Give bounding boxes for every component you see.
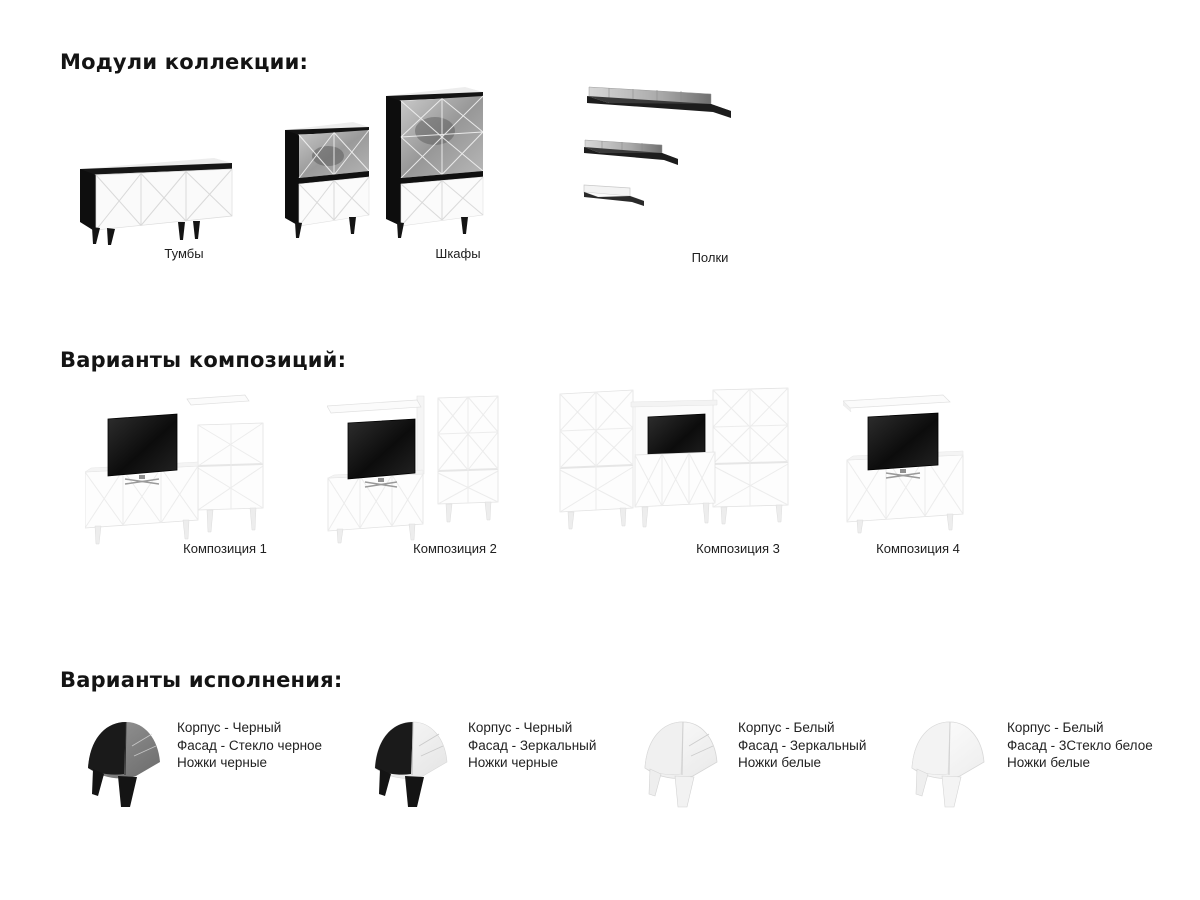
finish-swatch-black-glass	[84, 716, 164, 808]
finishes-heading: Варианты исполнения:	[60, 668, 343, 692]
finish-4-line2: Фасад - 3Стекло белое	[1007, 737, 1153, 753]
finish-1-line3: Ножки черные	[177, 755, 268, 770]
finish-2-line3: Ножки черные	[468, 755, 559, 770]
finish-2-text	[468, 719, 596, 772]
finish-2-line1: Корпус - Черный	[468, 720, 573, 735]
module-label-shkafy: Шкафы	[435, 246, 481, 261]
finish-3-line3: Ножки белые	[738, 755, 822, 770]
shelf-medium-image	[582, 138, 680, 172]
composition-4-label: Композиция 4	[876, 541, 960, 556]
finish-1-line1: Корпус - Черный	[177, 720, 282, 735]
composition-2-image	[327, 394, 523, 544]
finish-4-line1: Корпус - Белый	[1007, 720, 1104, 735]
composition-1-label: Композиция 1	[183, 541, 267, 556]
composition-4-image	[843, 392, 969, 534]
module-label-polki: Полки	[691, 250, 729, 265]
finish-3-line1: Корпус - Белый	[738, 720, 835, 735]
finish-4-text	[1007, 719, 1153, 772]
finish-4-line3: Ножки белые	[1007, 755, 1091, 770]
compositions-heading: Варианты композиций:	[60, 348, 347, 372]
modules-heading: Модули коллекции:	[60, 50, 309, 74]
composition-3-label: Композиция 3	[696, 541, 780, 556]
finish-swatch-black-mirror	[371, 716, 451, 808]
finish-3-text	[738, 719, 866, 772]
finish-swatch-white-glass	[908, 716, 988, 808]
shelf-small-image	[582, 183, 646, 213]
finish-1-line2: Фасад - Стекло черное	[177, 737, 323, 753]
shelf-large-image	[585, 84, 733, 126]
finish-2-line2: Фасад - Зеркальный	[468, 737, 597, 753]
finish-3-line2: Фасад - Зеркальный	[738, 737, 867, 753]
finish-swatch-white-mirror	[641, 716, 721, 808]
cabinet-small-image	[283, 118, 371, 240]
composition-3-image	[558, 386, 794, 538]
composition-2-label: Композиция 2	[413, 541, 497, 556]
tv-stand-black-image	[78, 156, 234, 248]
module-label-tumby: Тумбы	[164, 246, 204, 261]
cabinet-large-image	[383, 83, 485, 240]
composition-1-image	[85, 392, 300, 550]
finish-1-text	[177, 719, 322, 772]
